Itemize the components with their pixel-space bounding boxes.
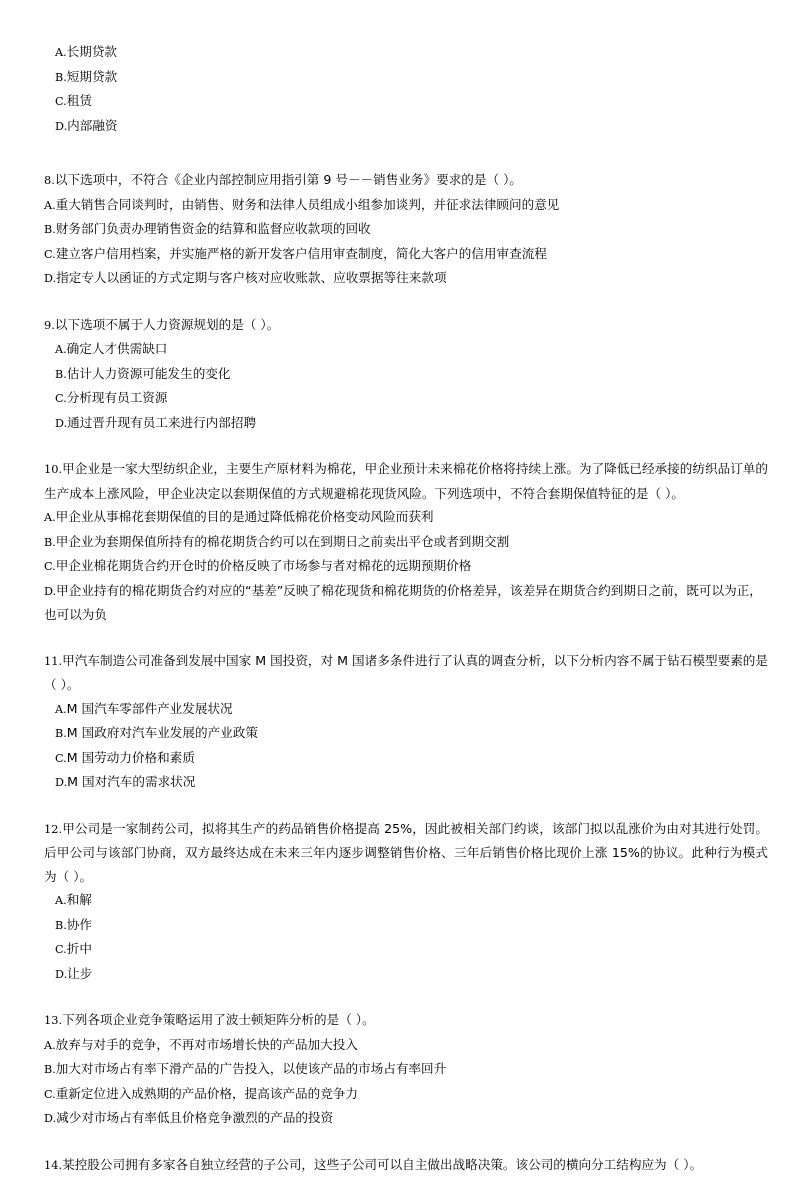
- question-number: 11.: [44, 654, 62, 668]
- option-text: 甲企业从事棉花套期保值的目的是通过降低棉花价格变动风险而获利: [56, 509, 434, 524]
- list-item: [44, 746, 768, 771]
- option-text: 估计人力资源可能发生的变化: [67, 366, 231, 381]
- option-label: C.: [55, 943, 67, 956]
- option-label: C.: [55, 95, 67, 108]
- option-text: 长期贷款: [67, 44, 117, 59]
- question-stem-text: 下列各项企业竞争策略运用了波士顿矩阵分析的是（ ）。: [62, 1012, 375, 1027]
- list-item: [44, 217, 768, 242]
- option-text: 租赁: [67, 93, 92, 108]
- question-number: 13.: [44, 1013, 62, 1027]
- option-label: D.: [44, 585, 56, 598]
- option-label: B.: [44, 536, 56, 549]
- list-item: [44, 505, 768, 530]
- list-item: [44, 386, 768, 411]
- question-stem-text: 甲企业是一家大型纺织企业，主要生产原材料为棉花，甲企业预计未来棉花价格将持续上涨。为了降低已经承接的纺织品订单的生产成本上涨风险，甲企业决定以套期保值的方式规避棉花现货风险。下列选项中，不符合套期保值特征的是（ ）。: [44, 461, 768, 501]
- option-label: A.: [44, 199, 56, 212]
- option-text: M 国对汽车的需求状况: [67, 774, 195, 789]
- question-block-13: [44, 1008, 768, 1131]
- list-item: [44, 89, 768, 114]
- option-text: 甲企业为套期保值所持有的棉花期货合约可以在到期日之前卖出平仓或者到期交割: [56, 534, 509, 549]
- list-item: [44, 1057, 768, 1082]
- option-label: A.: [55, 46, 67, 59]
- question-stem-text: 甲汽车制造公司准备到发展中国家 M 国投资，对 M 国诸多条件进行了认真的调查分析，以下分析内容不属于钻石模型要素的是（ ）。: [44, 653, 768, 693]
- option-text: 重新定位进入成熟期的产品价格，提高该产品的竞争力: [56, 1086, 358, 1101]
- option-label: C.: [44, 1088, 56, 1101]
- option-label: B.: [55, 727, 67, 740]
- option-text: M 国劳动力价格和素质: [67, 750, 195, 765]
- option-text: 分析现有员工资源: [67, 390, 168, 405]
- list-item: [44, 554, 768, 579]
- option-label: D.: [44, 1112, 56, 1125]
- question-number: 12.: [44, 822, 62, 836]
- question-block-8: [44, 168, 768, 291]
- option-text: 财务部门负责办理销售资金的结算和监督应收款项的回收: [56, 221, 371, 236]
- question-stem: [44, 649, 768, 697]
- option-text: 减少对市场占有率低且价格竞争激烈的产品的投资: [56, 1110, 333, 1125]
- option-label: B.: [55, 71, 67, 84]
- question-block-12: [44, 817, 768, 987]
- option-text: 折中: [67, 941, 92, 956]
- option-label: D.: [55, 120, 67, 133]
- option-label: A.: [55, 703, 67, 716]
- option-text: M 国政府对汽车业发展的产业政策: [67, 725, 258, 740]
- list-item: [44, 770, 768, 795]
- question-number: 10.: [44, 462, 62, 476]
- list-item: [44, 721, 768, 746]
- option-text: 重大销售合同谈判时，由销售、财务和法律人员组成小组参加谈判，并征求法律顾问的意见: [56, 197, 560, 212]
- option-text: 甲企业持有的棉花期货合约对应的“基差”反映了棉花现货和棉花期货的价格差异，该差异在期货合约到期日之前，既可以为正，也可以为负: [44, 583, 762, 623]
- list-item: [44, 937, 768, 962]
- question-block-11: [44, 649, 768, 795]
- question-stem: [44, 1153, 768, 1177]
- option-text: 让步: [67, 966, 92, 981]
- question-stem: [44, 817, 768, 889]
- option-label: C.: [55, 392, 67, 405]
- list-item: [44, 1082, 768, 1107]
- question-stem: [44, 1008, 768, 1033]
- question-number: 9.: [44, 318, 55, 332]
- question-stem: [44, 457, 768, 505]
- option-text: 加大对市场占有率下滑产品的广告投入，以使该产品的市场占有率回升: [56, 1061, 446, 1076]
- question-block-9: [44, 313, 768, 436]
- option-text: 放弃与对手的竞争，不再对市场增长快的产品加大投入: [56, 1037, 358, 1052]
- question-stem-text: 甲公司是一家制药公司，拟将其生产的药品销售价格提高 25%，因此被相关部门约谈，该部门拟以乱涨价为由对其进行处罚。后甲公司与该部门协商，双方最终达成在未来三年内逐步调整销售价格、三年后销售价格比现价上涨 15%的协议。此种行为模式为（ ）。: [44, 821, 768, 884]
- list-item: [44, 697, 768, 722]
- option-text: 协作: [67, 917, 92, 932]
- option-text: 通过晋升现有员工来进行内部招聘: [67, 415, 256, 430]
- option-label: B.: [44, 223, 56, 236]
- option-label: A.: [44, 1039, 56, 1052]
- list-item: [44, 362, 768, 387]
- question-stem-text: 某控股公司拥有多家各自独立经营的子公司，这些子公司可以自主做出战略决策。该公司的横向分工结构应为（ ）。: [62, 1157, 702, 1172]
- list-item: [44, 242, 768, 267]
- question-stem-text: 以下选项不属于人力资源规划的是（ ）。: [55, 317, 279, 332]
- option-label: D.: [55, 417, 67, 430]
- list-item: [44, 411, 768, 436]
- option-label: B.: [55, 368, 67, 381]
- list-item: [44, 193, 768, 218]
- option-label: D.: [55, 968, 67, 981]
- option-label: D.: [55, 776, 67, 789]
- list-item: [44, 888, 768, 913]
- list-item: [44, 114, 768, 139]
- option-label: C.: [55, 752, 67, 765]
- continuation-options-block: [44, 40, 768, 138]
- list-item: [44, 530, 768, 555]
- option-label: D.: [44, 272, 56, 285]
- list-item: [44, 40, 768, 65]
- option-label: C.: [44, 248, 56, 261]
- list-item: [44, 962, 768, 987]
- option-text: 短期贷款: [67, 69, 117, 84]
- option-text: 指定专人以函证的方式定期与客户核对应收账款、应收票据等往来款项: [56, 270, 446, 285]
- question-stem: [44, 168, 768, 193]
- question-number: 8.: [44, 173, 55, 187]
- question-stem: [44, 313, 768, 338]
- list-item: [44, 913, 768, 938]
- option-label: B.: [55, 919, 67, 932]
- option-label: A.: [44, 511, 56, 524]
- option-label: A.: [55, 894, 67, 907]
- option-text: 确定人才供需缺口: [67, 341, 168, 356]
- question-block-14: [44, 1153, 768, 1177]
- question-block-10: [44, 457, 768, 627]
- question-stem-text: 以下选项中，不符合《企业内部控制应用指引第 9 号－－销售业务》要求的是（ ）。: [55, 172, 522, 187]
- question-number: 14.: [44, 1158, 62, 1172]
- option-text: 内部融资: [67, 118, 117, 133]
- list-item: [44, 579, 768, 627]
- option-text: 和解: [67, 892, 92, 907]
- option-label: C.: [44, 560, 56, 573]
- list-item: [44, 1106, 768, 1131]
- option-label: B.: [44, 1063, 56, 1076]
- option-label: A.: [55, 343, 67, 356]
- option-text: M 国汽车零部件产业发展状况: [67, 701, 233, 716]
- option-text: 甲企业棉花期货合约开仓时的价格反映了市场参与者对棉花的远期预期价格: [56, 558, 472, 573]
- list-item: [44, 1033, 768, 1058]
- list-item: [44, 266, 768, 291]
- list-item: [44, 65, 768, 90]
- list-item: [44, 337, 768, 362]
- option-text: 建立客户信用档案，并实施严格的新开发客户信用审查制度，简化大客户的信用审查流程: [56, 246, 547, 261]
